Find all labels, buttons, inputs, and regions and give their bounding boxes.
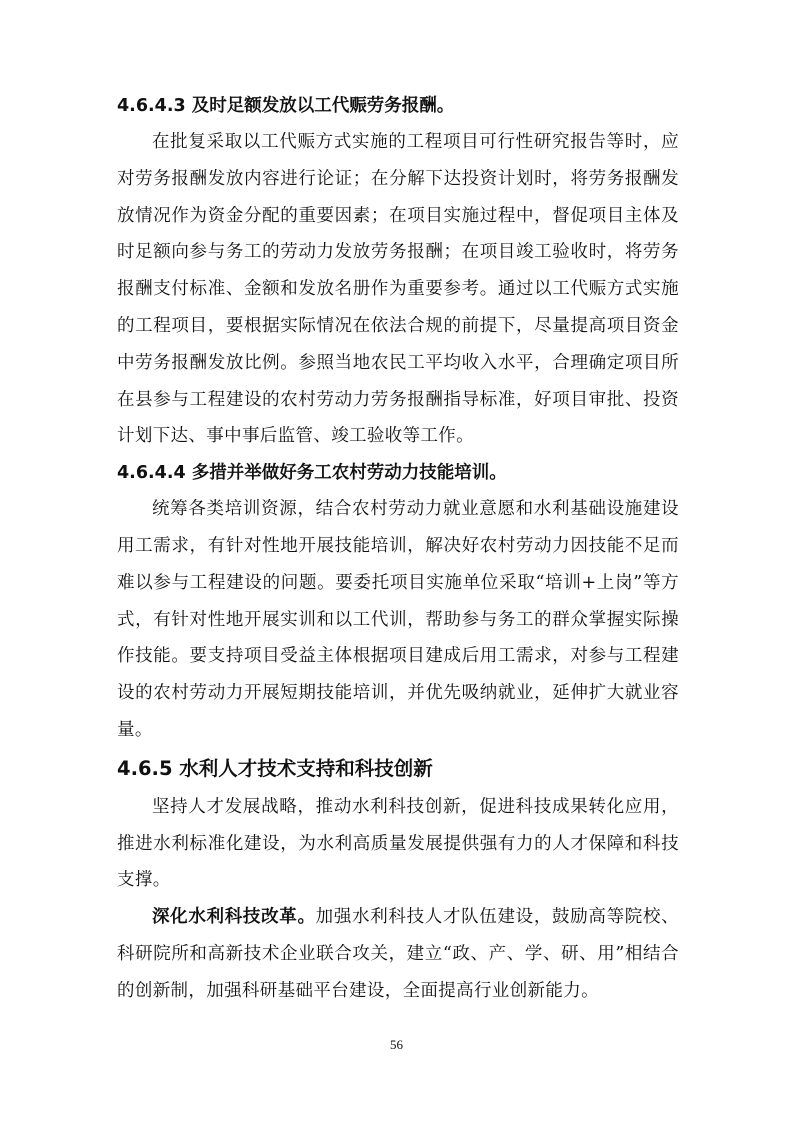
heading-4-6-4-3: 4.6.4.3 及时足额发放以工代赈劳务报酬。 — [117, 96, 455, 116]
paragraph-tech-reform — [117, 899, 679, 1009]
paragraph-lead-bold: 深化水利科技改革。 — [152, 907, 316, 928]
paragraph-body: 加强水利科技人才队伍建设，鼓励高等院校、科研院所和高新技术企业联合攻关，建立“政、产、学、研、用”相结合的创新制，加强科研基础平台建设，全面提高行业创新能力。 — [117, 907, 679, 1001]
paragraph-skills-training: 统筹各类培训资源，结合农村劳动力就业意愿和水利基础设施建设用工需求，有针对性地开展技能培训，解决好农村劳动力因技能不足而难以参与工程建设的问题。要委托项目实施单位采取“培训+上岗”等方式，有针对性地开展实训和以工代训，帮助参与务工的群众掌握实际操作技能。要支持项目受益主体根据项目建成后用工需求，对参与工程建设的农村劳动力开展短期技能培训，并优先吸纳就业，延伸扩大就业容量。 — [117, 499, 679, 740]
page-number: 56 — [390, 1037, 403, 1052]
page-content — [117, 88, 679, 1010]
paragraph-talent-strategy: 坚持人才发展战略，推动水利科技创新，促进科技成果转化应用，推进水利标准化建设，为水利高质量发展提供强有力的人才保障和科技支撑。 — [117, 796, 679, 891]
heading-4-6-5: 4.6.5 水利人才技术支持和科技创新 — [117, 756, 433, 780]
paragraph-labor-remuneration: 在批复采取以工代赈方式实施的工程项目可行性研究报告等时，应对劳务报酬发放内容进行论证；在分解下达投资计划时，将劳务报酬发放情况作为资金分配的重要因素；在项目实施过程中，督促项目主体及时足额向参与务工的劳动力发放劳务报酬；在项目竣工验收时，将劳务报酬支付标准、金额和发放名册作为重要参考。通过以工代赈方式实施的工程项目，要根据实际情况在依法合规的前提下，尽量提高项目资金中劳务报酬发放比例。参照当地农民工平均收入水平，合理确定项目所在县参与工程建设的农村劳动力劳务报酬指导标准，好项目审批、投资计划下达、事中事后监管、竣工验收等工作。 — [117, 132, 679, 447]
heading-4-6-4-4: 4.6.4.4 多措并举做好务工农村劳动力技能培训。 — [117, 463, 507, 484]
